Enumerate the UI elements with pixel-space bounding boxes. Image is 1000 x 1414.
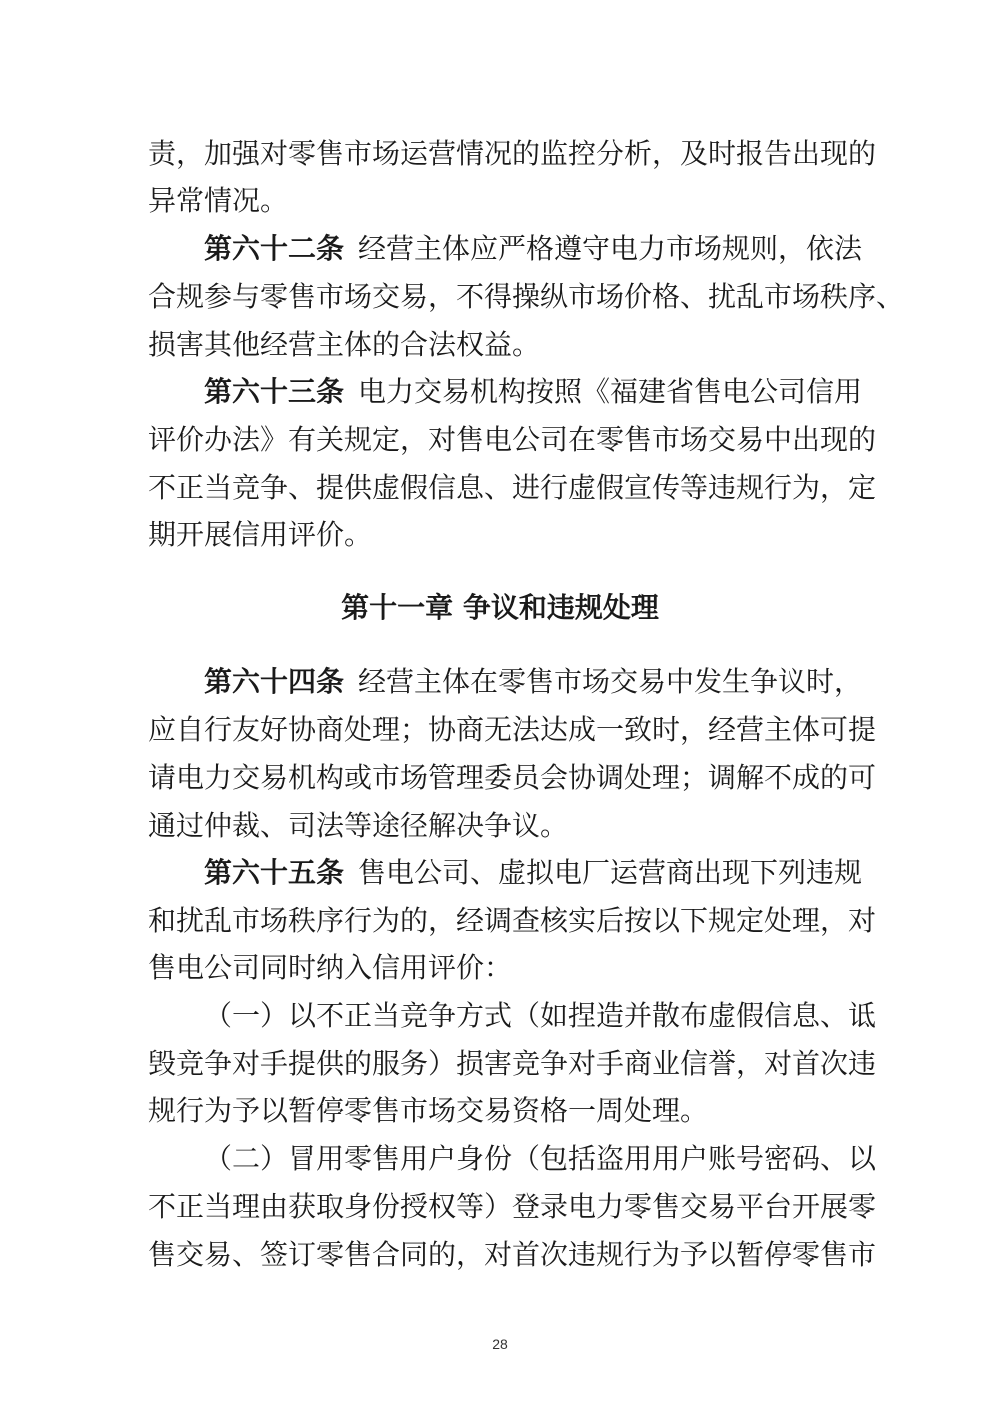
article-63-text: 电力交易机构按照《福建省售电公司信用 [358, 375, 863, 408]
paragraph-line: 通过仲裁、司法等途径解决争议。 [148, 809, 569, 842]
paragraph-line: 责，加强对零售市场运营情况的监控分析，及时报告出现的 [148, 137, 877, 170]
article-64-label: 第六十四条 [204, 665, 345, 698]
item-2-first-line: （二）冒用零售用户身份（包括盗用用户账号密码、以 [204, 1142, 877, 1175]
paragraph-line: 期开展信用评价。 [148, 518, 373, 551]
paragraph-line: 评价办法》有关规定，对售电公司在零售市场交易中出现的 [148, 423, 877, 456]
paragraph-line: 不正当理由获取身份授权等）登录电力零售交易平台开展零 [148, 1190, 877, 1223]
paragraph-line: 售交易、签订零售合同的，对首次违规行为予以暂停零售市 [148, 1238, 877, 1271]
paragraph-line: 应自行友好协商处理；协商无法达成一致时，经营主体可提 [148, 713, 877, 746]
article-64-text: 经营主体在零售市场交易中发生争议时， [358, 665, 863, 698]
article-64-first-line [148, 662, 863, 702]
article-62-text: 经营主体应严格遵守电力市场规则，依法 [358, 232, 863, 265]
paragraph-line: 和扰乱市场秩序行为的，经调查核实后按以下规定处理，对 [148, 904, 877, 937]
article-65-text: 售电公司、虚拟电厂运营商出现下列违规 [358, 856, 863, 889]
paragraph-line: 规行为予以暂停零售市场交易资格一周处理。 [148, 1094, 709, 1127]
article-65-label: 第六十五条 [204, 856, 345, 889]
item-1-first-line: （一）以不正当竞争方式（如捏造并散布虚假信息、诋 [204, 999, 877, 1032]
paragraph-line: 请电力交易机构或市场管理委员会协调处理；调解不成的可 [148, 761, 877, 794]
paragraph-line: 售电公司同时纳入信用评价： [148, 951, 513, 984]
paragraph-line: 毁竞争对手提供的服务）损害竞争对手商业信誉，对首次违 [148, 1047, 877, 1080]
paragraph-line: 异常情况。 [148, 184, 289, 217]
paragraph-line: 合规参与零售市场交易，不得操纵市场价格、扰乱市场秩序、 [148, 280, 905, 313]
paragraph-line: 不正当竞争、提供虚假信息、进行虚假宣传等违规行为，定 [148, 471, 877, 504]
article-63-label: 第六十三条 [204, 375, 345, 408]
page-number: 28 [492, 1336, 508, 1352]
article-62-label: 第六十二条 [204, 232, 345, 265]
article-63-first-line [148, 372, 863, 412]
article-65-first-line [148, 853, 863, 893]
paragraph-line: 损害其他经营主体的合法权益。 [148, 328, 541, 361]
chapter-heading: 第十一章 争议和违规处理 [341, 591, 659, 624]
article-62-first-line [148, 229, 863, 269]
